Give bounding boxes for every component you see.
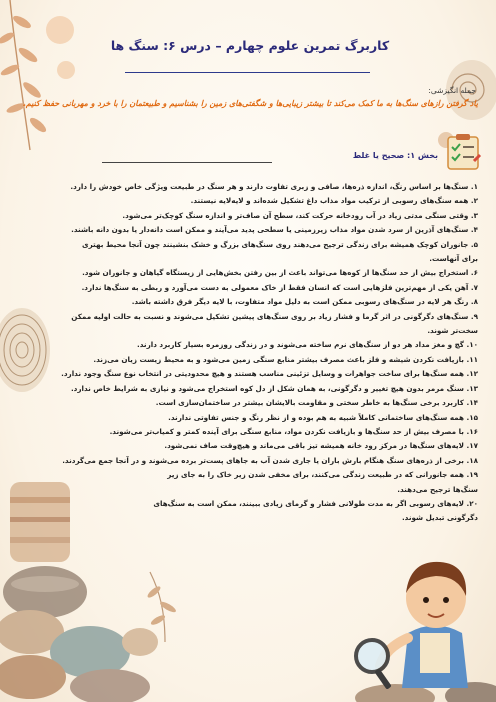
page-title: کاربرگ تمرین علوم چهارم – درس ۶: سنگ ها bbox=[110, 38, 390, 53]
motivational-quote-text: یاد گرفتن رازهای سنگ‌ها به ما کمک می‌کند تا بیشتر زیبایی‌ها و شگفتی‌های زمین را بشناسیم و طبیعتمان را با خرد و مهربانی حفظ کنیم. bbox=[22, 99, 478, 108]
list-item: ۱۵. همه سنگ‌های ساختمانی کاملاً شبیه به هم بوده و از نظر رنگ و جنس تفاوتی ندارند. bbox=[168, 412, 478, 422]
list-item: ۹. سنگ‌های دگرگونی در اثر گرما و فشار زیاد بر روی سنگ‌های پیشین تشکیل می‌شوند و نسبت به حالت اولیه ممکن bbox=[71, 311, 478, 321]
list-item: ۲۰. لایه‌های رسوبی اگر به مدت طولانی فشار و گرمای زیادی ببینند، ممکن است به سنگ‌های bbox=[153, 498, 478, 508]
list-item: ۱۸. برخی از ذره‌های سنگ هنگام بارش باران یا جاری شدن آب به جاهای پست‌تر برده می‌شوند و در آنجا جمع می‌گردند. bbox=[62, 455, 478, 465]
leaf-branch-decoration bbox=[0, 0, 90, 160]
question-list bbox=[13, 180, 478, 526]
list-item: ۱۶. با مصرف بیش از حد سنگ‌ها و بازیافت نکردن مواد، منابع سنگی برای آینده کمتر و کمیاب‌تر می‌شوند. bbox=[109, 426, 478, 436]
list-item: ۱۹. همه جانورانی که در طبیعت زندگی می‌کنند، برای مخفی شدن زیر خاک را به جای زیر bbox=[167, 470, 478, 480]
list-item: ۸. رنگ هر لایه در سنگ‌های رسوبی ممکن است به دلیل مواد متفاوت، با لایه دیگر فرق داشته باشد. bbox=[131, 297, 478, 307]
list-item: ۱۴. کاربرد برخی سنگ‌ها به خاطر سختی و مقاومت بالایشان بیشتر در ساختمان‌سازی است. bbox=[155, 398, 478, 408]
list-item: ۶. استخراج بیش از حد سنگ‌ها از کوه‌ها می‌تواند باعث از بین رفتن بخش‌هایی از زیستگاه گیاهان و جانوران شود. bbox=[82, 268, 478, 278]
list-item: سخت‌تر شوند. bbox=[427, 326, 478, 336]
boy-with-magnifier-illustration bbox=[350, 538, 496, 702]
motivational-quote-label: جمله انگیزشی: bbox=[428, 86, 476, 95]
list-item: ۱۳. سنگ مرمر بدون هیچ تغییر و دگرگونی، به همان شکل از دل کوه استخراج می‌شود و نیازی به شرایط خاص ندارد. bbox=[70, 383, 478, 393]
list-item: ۲. همه سنگ‌های رسوبی از ترکیب مواد مذاب داغ تشکیل شده‌اند و لایه‌لایه نیستند. bbox=[190, 196, 478, 206]
list-item: دگرگونی تبدیل شوند. bbox=[401, 513, 478, 523]
list-item: ۱۷. لایه‌های سنگ‌ها در مرکز رود خانه همیشه تیز باقی می‌ماند و هیچ‌وقت صاف نمی‌شود. bbox=[164, 441, 478, 451]
list-item: سنگ‌ها ترجیح می‌دهند. bbox=[397, 484, 478, 494]
list-item: ۷. آهن یکی از مهم‌ترین فلزهایی است که انسان فقط از خاک معمولی به دست می‌آورد و ربطی به سنگ‌ها ندارد. bbox=[81, 282, 478, 292]
list-item: ۱۰. گچ و مغز مداد هر دو از سنگ‌های نرم ساخته می‌شوند و در زندگی روزمره بسیار کاربرد دارند. bbox=[137, 340, 478, 350]
checklist-icon bbox=[444, 133, 484, 173]
list-item: ۱۲. همه سنگ‌ها برای ساخت جواهرات و وسایل تزئینی مناسب هستند و هیچ محدودیتی در انتخاب نوع سنگ وجود ندارد. bbox=[61, 369, 478, 379]
section-heading: بخش ۱: صحیح یا غلط bbox=[352, 151, 438, 160]
list-item: ۵. جانوران کوچک همیشه برای زندگی ترجیح می‌دهند روی سنگ‌های بزرگ و خشک بنشینند چون آنجا محیط بهتری bbox=[82, 239, 478, 249]
list-item: ۱. سنگ‌ها بر اساس رنگ، اندازه ذره‌ها، صافی و زبری تفاوت دارند و هر سنگ در طبیعت ویژگی خاص خودش را دارد. bbox=[70, 182, 478, 191]
list-item: ۱۱. بازیافت نکردن شیشه و فلز باعث مصرف بیشتر منابع سنگی زمین می‌شود و به محیط زیست زیان می‌زند. bbox=[93, 354, 478, 364]
answer-line bbox=[102, 162, 272, 163]
plant-sprout-decoration bbox=[120, 562, 210, 642]
list-item: ۳. وقتی سنگی مدتی زیاد در آب رودخانه حرکت کند، سطح آن صاف‌تر و اندازه سنگ کوچک‌تر می‌شود. bbox=[122, 210, 478, 220]
title-underline bbox=[125, 72, 370, 73]
list-item: برای آنهاست. bbox=[429, 254, 478, 264]
list-item: ۴. سنگ‌های آذرین از سرد شدن مواد مذاب زیرزمینی یا سطحی پدید می‌آیند و ممکن است دانه‌دار یا بدون دانه باشند. bbox=[71, 225, 478, 235]
